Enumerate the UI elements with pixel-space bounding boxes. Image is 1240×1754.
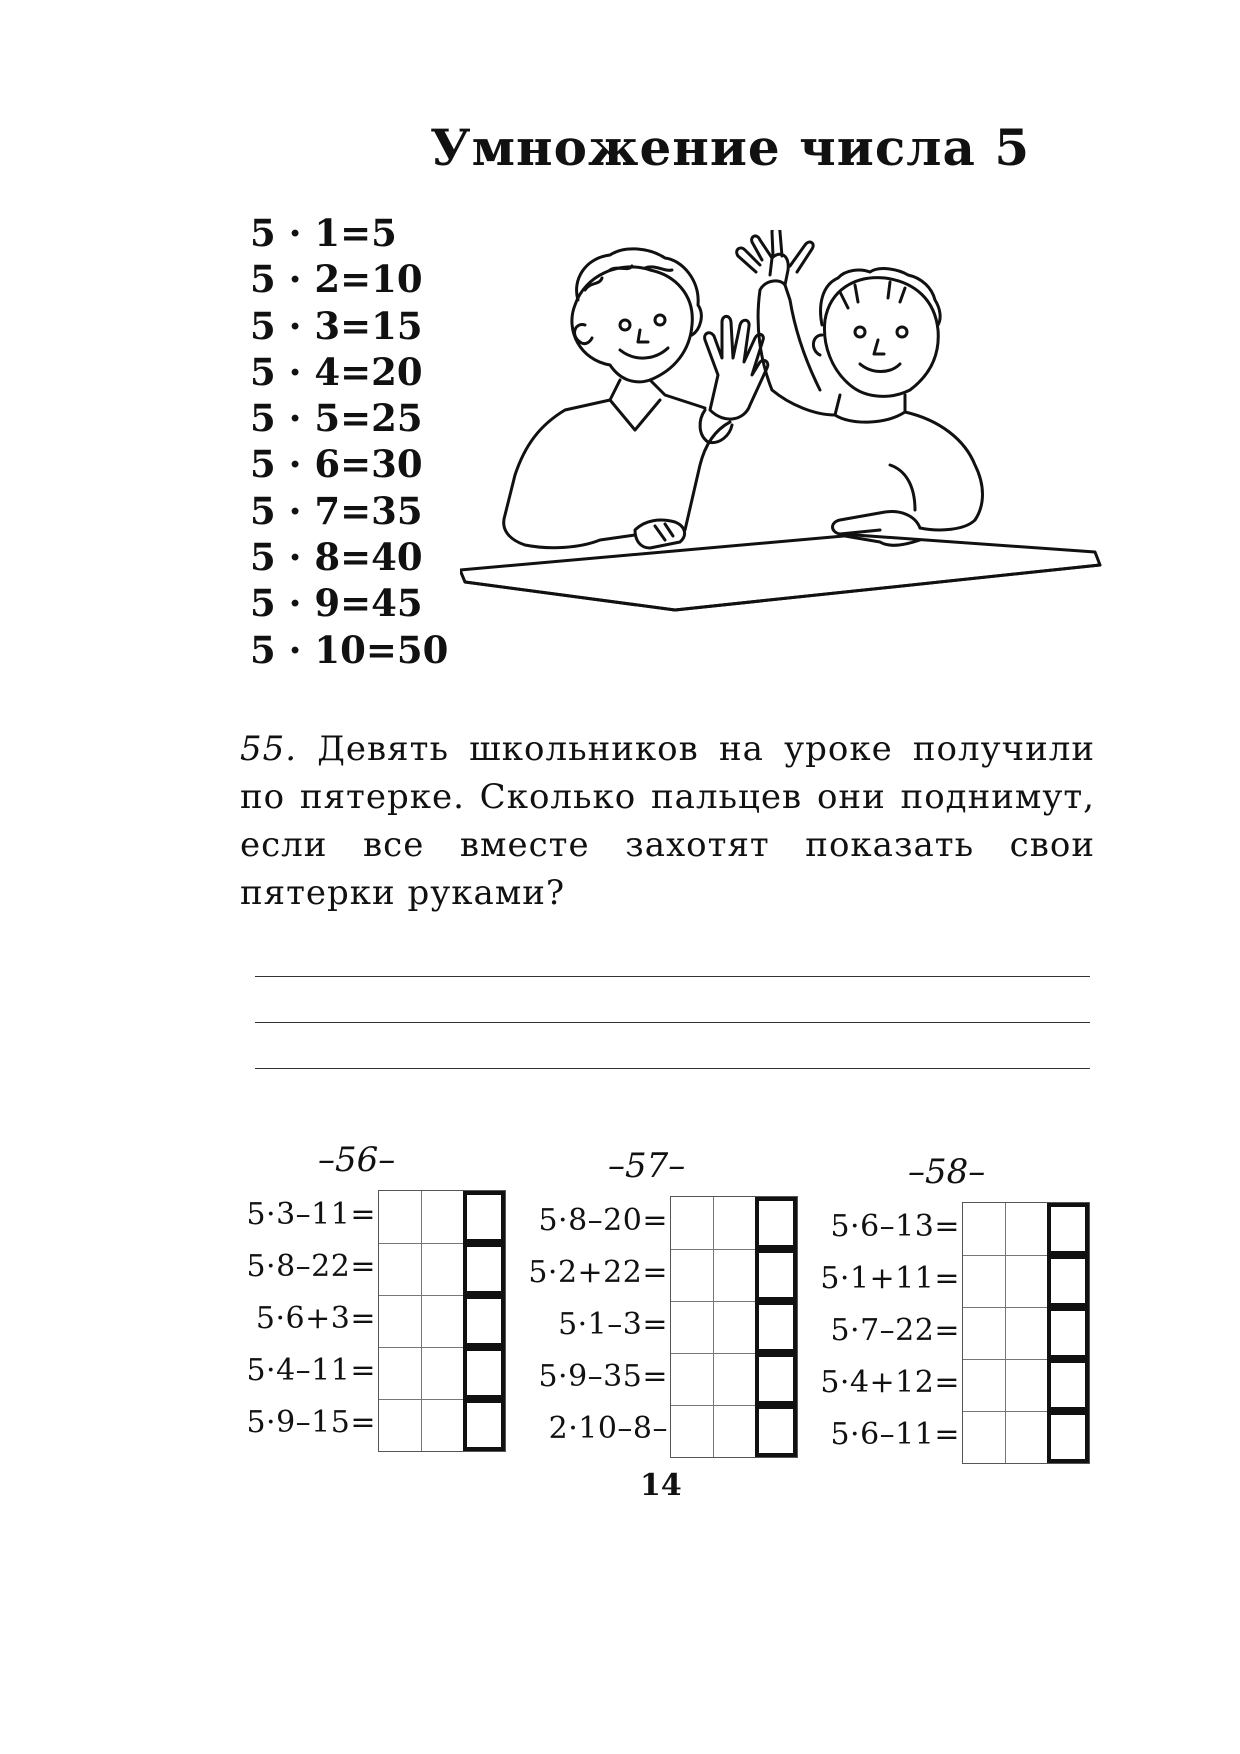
exercise-heading: –58– <box>908 1152 986 1192</box>
exercise-item: 5·9–35= <box>538 1359 668 1394</box>
answer-grid[interactable] <box>378 1190 506 1452</box>
table-row: 5 · 4=20 <box>250 349 423 394</box>
page-title: Умножение числа 5 <box>430 118 1031 177</box>
exercise-item: 5·1+11= <box>820 1261 960 1296</box>
exercise-item: 5·4+12= <box>820 1365 960 1400</box>
exercise-item: 5·7–22= <box>830 1313 960 1348</box>
exercise-heading: –56– <box>318 1140 396 1180</box>
table-row: 5 · 8=40 <box>250 535 423 580</box>
page-number: 14 <box>640 1468 682 1503</box>
answer-line[interactable] <box>255 1068 1090 1069</box>
table-row: 5 · 1=5 <box>250 211 397 255</box>
answer-line[interactable] <box>255 976 1090 977</box>
multiplication-table <box>250 210 448 673</box>
two-boys-at-desk-raising-hands-icon <box>460 230 1120 660</box>
exercise-item: 5·8–20= <box>538 1203 668 1238</box>
table-row: 5 · 5=25 <box>250 396 423 441</box>
table-row: 5 · 9=45 <box>250 581 423 626</box>
exercise-item: 5·6–11= <box>830 1417 960 1452</box>
exercise-item: 5·3–11= <box>246 1197 376 1232</box>
exercise-heading: –57– <box>608 1146 686 1186</box>
exercise-item: 2·10–8– <box>548 1411 668 1446</box>
problem-number: 55. <box>240 729 298 769</box>
exercise-item: 5·6+3= <box>255 1301 376 1336</box>
exercise-item: 5·8–22= <box>246 1249 376 1284</box>
word-problem <box>240 725 1095 917</box>
answer-grid[interactable] <box>962 1202 1090 1464</box>
exercise-item: 5·1–3= <box>558 1307 668 1342</box>
problem-text: Девять школьников на уроке получили по пятерке. Сколько пальцев они поднимут, если все вместе захотят показать свои пятерки руками? <box>240 729 1096 913</box>
table-row: 5 · 10=50 <box>250 627 449 672</box>
answer-line[interactable] <box>255 1022 1090 1023</box>
table-row: 5 · 3=15 <box>250 303 423 348</box>
answer-grid[interactable] <box>670 1196 798 1458</box>
exercise-item: 5·6–13= <box>830 1209 960 1244</box>
table-row: 5 · 7=35 <box>250 488 423 533</box>
table-row: 5 · 2=10 <box>250 257 423 302</box>
table-row: 5 · 6=30 <box>250 442 423 487</box>
exercise-item: 5·2+22= <box>528 1255 668 1290</box>
exercise-item: 5·9–15= <box>246 1405 376 1440</box>
exercise-item: 5·4–11= <box>246 1353 376 1388</box>
